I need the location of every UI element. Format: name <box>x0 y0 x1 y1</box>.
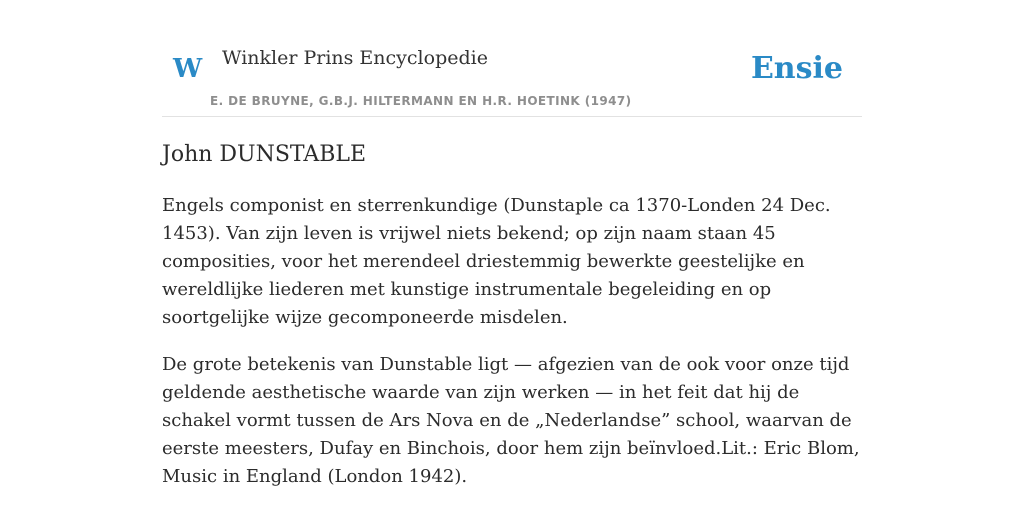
source-authors: E. DE BRUYNE, G.B.J. HILTERMANN EN H.R. HOETINK (1947) <box>210 94 632 108</box>
entry-title: John DUNSTABLE <box>162 142 367 167</box>
source-header <box>162 30 862 117</box>
winkler-prins-logo[interactable]: W <box>173 54 203 84</box>
ensie-brand-logo[interactable]: Ensie <box>750 51 843 86</box>
entry-paragraph: De grote betekenis van Dunstable ligt — afgezien van de ook voor onze tijd geldende aesthetische waarde van zijn werken — in het feit dat hij de schakel vormt tussen de Ars Nova en de „Nederlandse” school, waarvan de eerste meesters, Dufay en Binchois, door hem zijn beïnvloed.Lit.: Eric Blom, Music in England (London 1942). <box>162 354 860 487</box>
entry-body <box>162 192 862 510</box>
entry-paragraph: Engels componist en sterrenkundige (Dunstaple ca 1370-Londen 24 Dec. 1453). Van zijn leven is vrijwel niets bekend; op zijn naam staan 45 composities, voor het merendeel driestemmig bewerkte geestelijke en wereldlijke liederen met kunstige instrumentale begeleiding en op soortgelijke wijze gecomponeerde misdelen. <box>162 195 831 328</box>
source-title-link[interactable]: Winkler Prins Encyclopedie <box>222 47 488 69</box>
